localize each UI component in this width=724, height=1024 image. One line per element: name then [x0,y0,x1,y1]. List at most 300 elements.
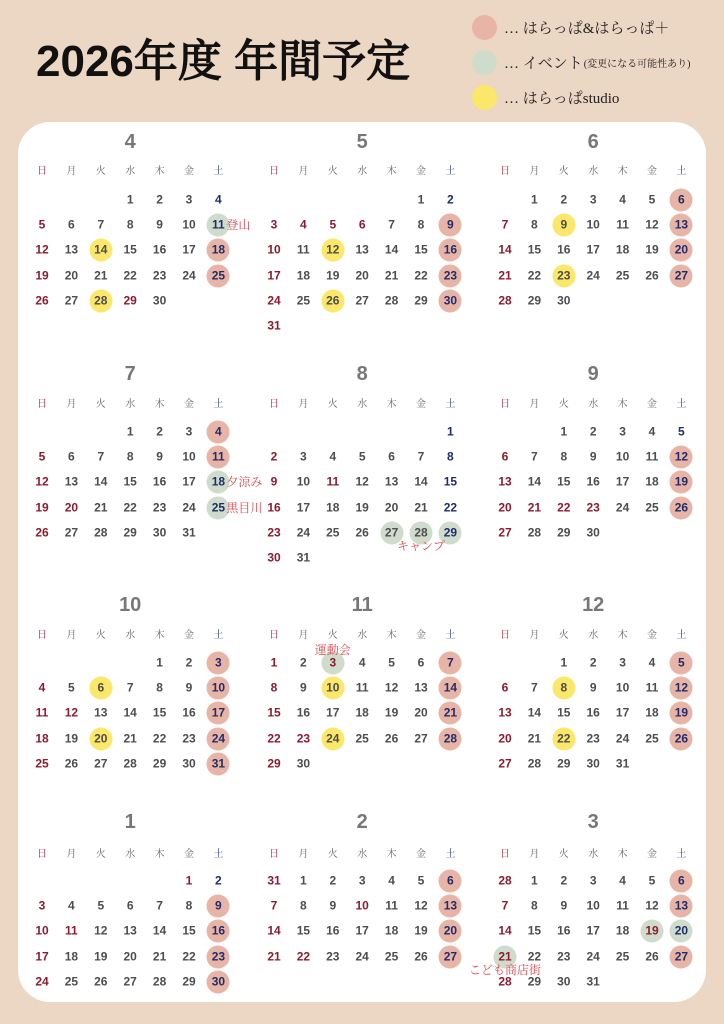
day-cell: 16 [557,242,571,257]
day-cell: 26 [670,496,693,519]
day-cell: 26 [35,525,49,540]
day-cell: 8 [185,898,193,913]
day-cell: 21 [494,945,517,968]
day-cell: 9 [560,898,568,913]
day-cell: 25 [615,949,630,964]
day-cell: 1 [447,424,454,439]
day-cell: 27 [498,525,512,540]
day-cell: 16 [326,923,340,938]
day-cell: 4 [68,898,75,913]
day-cell: 7 [439,652,462,675]
day-cell: 19 [670,471,693,494]
day-cell: 8 [126,217,134,232]
day-cell: 24 [355,949,369,964]
weekday-header: 火 [95,630,106,641]
day-cell: 19 [64,731,79,746]
day-cell: 21 [267,949,281,964]
day-cell: 13 [439,895,462,918]
month-number: 3 [587,811,599,833]
day-cell: 26 [64,756,79,771]
weekday-header: 火 [95,166,106,177]
day-cell: 15 [557,705,571,720]
day-cell: 7 [501,898,509,913]
day-cell: 3 [300,449,307,464]
day-cell: 2 [215,873,222,888]
day-cell: 23 [557,949,571,964]
day-cell: 27 [380,521,403,544]
day-cell: 29 [527,293,542,308]
day-cell: 13 [64,474,79,489]
day-cell: 11 [616,217,629,232]
day-cell: 25 [645,731,659,746]
day-cell: 10 [296,474,311,489]
day-cell: 13 [498,705,512,720]
day-cell: 4 [358,655,366,670]
day-cell: 21 [498,268,512,283]
weekday-header: 木 [154,399,165,410]
day-cell: 20 [670,239,693,262]
weekday-header: 金 [184,399,194,410]
weekday-header: 日 [37,849,47,860]
day-cell: 22 [527,268,542,283]
weekday-header: 木 [386,630,397,641]
day-cell: 30 [586,756,600,771]
weekday-header: 火 [327,166,338,177]
day-cell: 2 [560,873,568,888]
day-cell: 22 [152,731,167,746]
day-cell: 6 [670,189,693,212]
day-cell: 4 [619,873,626,888]
day-cell: 30 [267,550,281,565]
event-note: 黒目川 [226,500,263,515]
day-cell: 28 [498,873,512,888]
yellow-circle-icon [472,85,497,110]
day-cell: 15 [152,705,167,720]
day-cell: 7 [417,449,425,464]
day-cell: 16 [207,920,230,943]
day-cell: 10 [35,923,49,938]
weekday-header: 月 [66,166,77,177]
day-cell: 11 [297,242,310,257]
weekday-header: 火 [558,399,569,410]
day-cell: 19 [326,268,340,283]
day-cell: 29 [267,756,281,771]
day-cell: 9 [329,898,337,913]
day-cell: 26 [384,731,399,746]
day-cell: 25 [384,949,399,964]
weekday-header: 火 [327,630,338,641]
day-cell: 9 [439,214,462,237]
day-cell: 20 [123,949,137,964]
day-cell: 28 [123,756,137,771]
day-cell: 30 [152,525,167,540]
day-cell: 19 [35,500,49,515]
weekday-header: 金 [647,399,657,410]
weekday-header: 日 [37,630,47,641]
weekday-header: 金 [184,166,194,177]
day-cell: 16 [152,474,167,489]
day-cell: 13 [384,474,399,489]
weekday-header: 木 [617,399,628,410]
day-cell: 7 [388,217,395,232]
day-cell: 18 [296,268,311,283]
day-cell: 8 [447,449,454,464]
day-cell: 21 [439,702,462,725]
day-cell: 7 [270,898,278,913]
day-cell: 5 [417,873,425,888]
day-cell: 18 [64,949,79,964]
weekday-header: 木 [617,849,628,860]
legend-label: … はらっぱ&はらっぱ＋ [504,20,670,37]
day-cell: 9 [185,680,193,695]
day-cell: 5 [358,449,366,464]
legend-item-harappa [472,14,669,40]
day-cell: 2 [589,655,597,670]
pink-circle-icon [472,15,497,40]
weekday-header: 木 [154,166,165,177]
day-cell: 14 [152,923,167,938]
legend-item-studio [472,84,619,110]
day-cell: 10 [321,677,344,700]
month-number: 10 [119,594,142,616]
day-cell: 28 [410,521,433,544]
day-cell: 11 [645,449,659,464]
weekday-header: 金 [647,849,657,860]
weekday-header: 火 [95,399,106,410]
weekday-header: 日 [500,399,510,410]
day-cell: 21 [94,500,108,515]
weekday-header: 木 [154,849,165,860]
day-cell: 19 [645,242,659,257]
day-cell: 29 [152,756,167,771]
event-note: 運動会 [314,643,351,657]
day-cell: 6 [68,217,75,232]
weekday-header: 土 [676,166,687,177]
weekday-header: 土 [445,630,456,641]
day-cell: 30 [557,293,571,308]
day-cell: 6 [417,655,425,670]
day-cell: 25 [615,268,630,283]
day-cell: 10 [267,242,281,257]
day-cell: 29 [123,525,137,540]
weekday-header: 日 [500,849,510,860]
weekday-header: 月 [298,399,309,410]
day-cell: 16 [586,705,600,720]
day-cell: 15 [267,705,281,720]
weekday-header: 水 [588,399,599,410]
weekday-header: 土 [676,849,687,860]
day-cell: 22 [527,949,542,964]
day-cell: 28 [384,293,399,308]
day-cell: 19 [94,949,108,964]
weekday-header: 土 [445,399,456,410]
day-cell: 16 [182,705,196,720]
weekday-header: 金 [184,630,194,641]
day-cell: 6 [439,870,462,893]
day-cell: 23 [152,500,167,515]
day-cell: 1 [531,192,538,207]
legend-item-event [472,49,690,75]
day-cell: 18 [326,500,340,515]
day-cell: 11 [326,474,340,489]
day-cell: 15 [123,474,137,489]
weekday-header: 木 [617,630,628,641]
legend-note: (変更になる可能性あり) [583,58,691,70]
day-cell: 23 [267,525,281,540]
day-cell: 12 [64,705,79,720]
day-cell: 9 [589,449,597,464]
weekday-header: 日 [269,849,279,860]
weekday-header: 金 [184,849,194,860]
day-cell: 10 [586,898,600,913]
day-cell: 18 [35,731,49,746]
day-cell: 5 [388,655,395,670]
month-number: 9 [587,363,599,385]
weekday-header: 木 [386,399,397,410]
day-cell: 4 [215,192,222,207]
day-cell: 14 [439,677,462,700]
day-cell: 20 [439,920,462,943]
day-cell: 11 [207,446,230,469]
weekday-header: 月 [66,399,77,410]
weekday-header: 水 [357,630,368,641]
day-cell: 14 [498,242,512,257]
day-cell: 8 [156,680,163,695]
weekday-header: 土 [213,399,224,410]
weekday-header: 月 [529,399,540,410]
day-cell: 29 [439,521,462,544]
day-cell: 29 [123,293,137,308]
day-cell: 17 [296,500,311,515]
event-note: 登山 [226,218,251,233]
day-cell: 5 [648,192,656,207]
day-cell: 30 [586,525,600,540]
day-cell: 6 [670,870,693,893]
weekday-header: 木 [386,166,397,177]
day-cell: 2 [185,655,193,670]
day-cell: 17 [586,923,600,938]
day-cell: 8 [552,677,575,700]
day-cell: 18 [645,705,659,720]
day-cell: 28 [94,525,108,540]
day-cell: 19 [414,923,428,938]
day-cell: 9 [156,217,163,232]
weekday-header: 水 [125,166,136,177]
day-cell: 23 [152,268,167,283]
day-cell: 4 [207,421,230,444]
day-cell: 1 [560,424,568,439]
day-cell: 21 [123,731,137,746]
weekday-header: 水 [357,399,368,410]
day-cell: 17 [615,474,630,489]
day-cell: 31 [182,525,196,540]
day-cell: 2 [300,655,307,670]
day-cell: 20 [64,500,79,515]
day-cell: 22 [123,500,137,515]
day-cell: 24 [182,268,196,283]
day-cell: 23 [552,264,575,287]
day-cell: 11 [35,705,49,720]
day-cell: 30 [207,970,230,993]
weekday-header: 月 [66,849,77,860]
day-cell: 17 [182,474,196,489]
day-cell: 3 [589,873,597,888]
day-cell: 29 [557,525,571,540]
day-cell: 14 [384,242,399,257]
day-cell: 5 [670,652,693,675]
day-cell: 22 [557,500,571,515]
day-cell: 31 [615,756,630,771]
day-cell: 24 [296,525,311,540]
weekday-header: 月 [298,166,309,177]
day-cell: 5 [648,873,656,888]
weekday-header: 木 [154,630,165,641]
day-cell: 15 [527,923,542,938]
weekday-header: 火 [327,399,338,410]
day-cell: 24 [321,727,344,750]
day-cell: 22 [123,268,137,283]
day-cell: 19 [355,500,369,515]
day-cell: 16 [439,239,462,262]
weekday-header: 日 [269,630,279,641]
month-number: 6 [587,131,599,153]
weekday-header: 日 [500,166,510,177]
day-cell: 21 [527,500,542,515]
day-cell: 4 [619,192,626,207]
month-number: 5 [356,131,368,153]
day-cell: 16 [586,474,600,489]
day-cell: 13 [670,214,693,237]
day-cell: 2 [156,192,163,207]
day-cell: 12 [670,677,693,700]
day-cell: 7 [97,449,105,464]
day-cell: 22 [552,727,575,750]
day-cell: 12 [355,474,369,489]
weekday-header: 土 [445,166,456,177]
weekday-header: 水 [588,166,599,177]
day-cell: 18 [615,242,630,257]
day-cell: 20 [89,727,112,750]
day-cell: 12 [645,898,659,913]
day-cell: 11 [207,214,230,237]
day-cell: 17 [355,923,369,938]
day-cell: 21 [384,268,399,283]
day-cell: 29 [414,293,428,308]
day-cell: 31 [267,318,281,333]
day-cell: 24 [182,500,196,515]
day-cell: 2 [270,449,278,464]
day-cell: 29 [557,756,571,771]
legend-label: … はらっぱstudio [504,90,620,107]
day-cell: 23 [439,264,462,287]
day-cell: 3 [185,192,193,207]
weekday-header: 木 [617,166,628,177]
day-cell: 8 [531,217,538,232]
day-cell: 1 [531,873,538,888]
day-cell: 7 [531,680,538,695]
day-cell: 9 [156,449,163,464]
day-cell: 16 [152,242,167,257]
day-cell: 30 [152,293,167,308]
day-cell: 14 [94,474,108,489]
day-cell: 19 [35,268,49,283]
day-cell: 27 [94,756,108,771]
day-cell: 2 [560,192,568,207]
day-cell: 16 [296,705,311,720]
day-cell: 25 [645,500,659,515]
day-cell: 1 [560,655,568,670]
month-number: 2 [356,811,368,833]
day-cell: 28 [498,293,512,308]
day-cell: 1 [417,192,425,207]
day-cell: 15 [443,474,458,489]
day-cell: 4 [648,655,656,670]
day-cell: 18 [645,474,659,489]
day-cell: 13 [94,705,108,720]
weekday-header: 金 [416,399,426,410]
day-cell: 6 [358,217,366,232]
day-cell: 11 [355,680,369,695]
day-cell: 23 [182,731,196,746]
day-cell: 12 [670,446,693,469]
event-note: こども商店街 [468,962,542,977]
weekday-header: 土 [676,630,687,641]
day-cell: 6 [126,898,134,913]
day-cell: 26 [94,974,108,989]
day-cell: 27 [670,945,693,968]
day-cell: 1 [156,655,163,670]
day-cell: 3 [270,217,278,232]
weekday-header: 月 [66,630,77,641]
day-cell: 9 [270,474,278,489]
day-cell: 31 [296,550,311,565]
day-cell: 9 [300,680,307,695]
day-cell: 14 [527,474,542,489]
day-cell: 25 [355,731,369,746]
day-cell: 17 [182,242,196,257]
day-cell: 5 [678,424,685,439]
weekday-header: 月 [529,630,540,641]
day-cell: 1 [126,192,134,207]
month-number: 12 [582,594,605,616]
day-cell: 7 [501,217,509,232]
day-cell: 20 [498,500,512,515]
day-cell: 20 [355,268,369,283]
day-cell: 27 [355,293,369,308]
day-cell: 6 [68,449,75,464]
day-cell: 3 [38,898,46,913]
day-cell: 10 [355,898,369,913]
day-cell: 3 [619,424,626,439]
day-cell: 23 [586,500,600,515]
day-cell: 21 [94,268,108,283]
day-cell: 10 [586,217,600,232]
day-cell: 14 [414,474,428,489]
day-cell: 17 [207,702,230,725]
day-cell: 5 [329,217,337,232]
day-cell: 30 [182,756,196,771]
day-cell: 28 [439,727,462,750]
day-cell: 22 [443,500,458,515]
day-cell: 15 [182,923,196,938]
day-cell: 14 [267,923,281,938]
day-cell: 13 [670,895,693,918]
day-cell: 14 [527,705,542,720]
green-circle-icon [472,50,497,75]
day-cell: 5 [38,217,46,232]
day-cell: 7 [97,217,105,232]
day-cell: 17 [35,949,49,964]
